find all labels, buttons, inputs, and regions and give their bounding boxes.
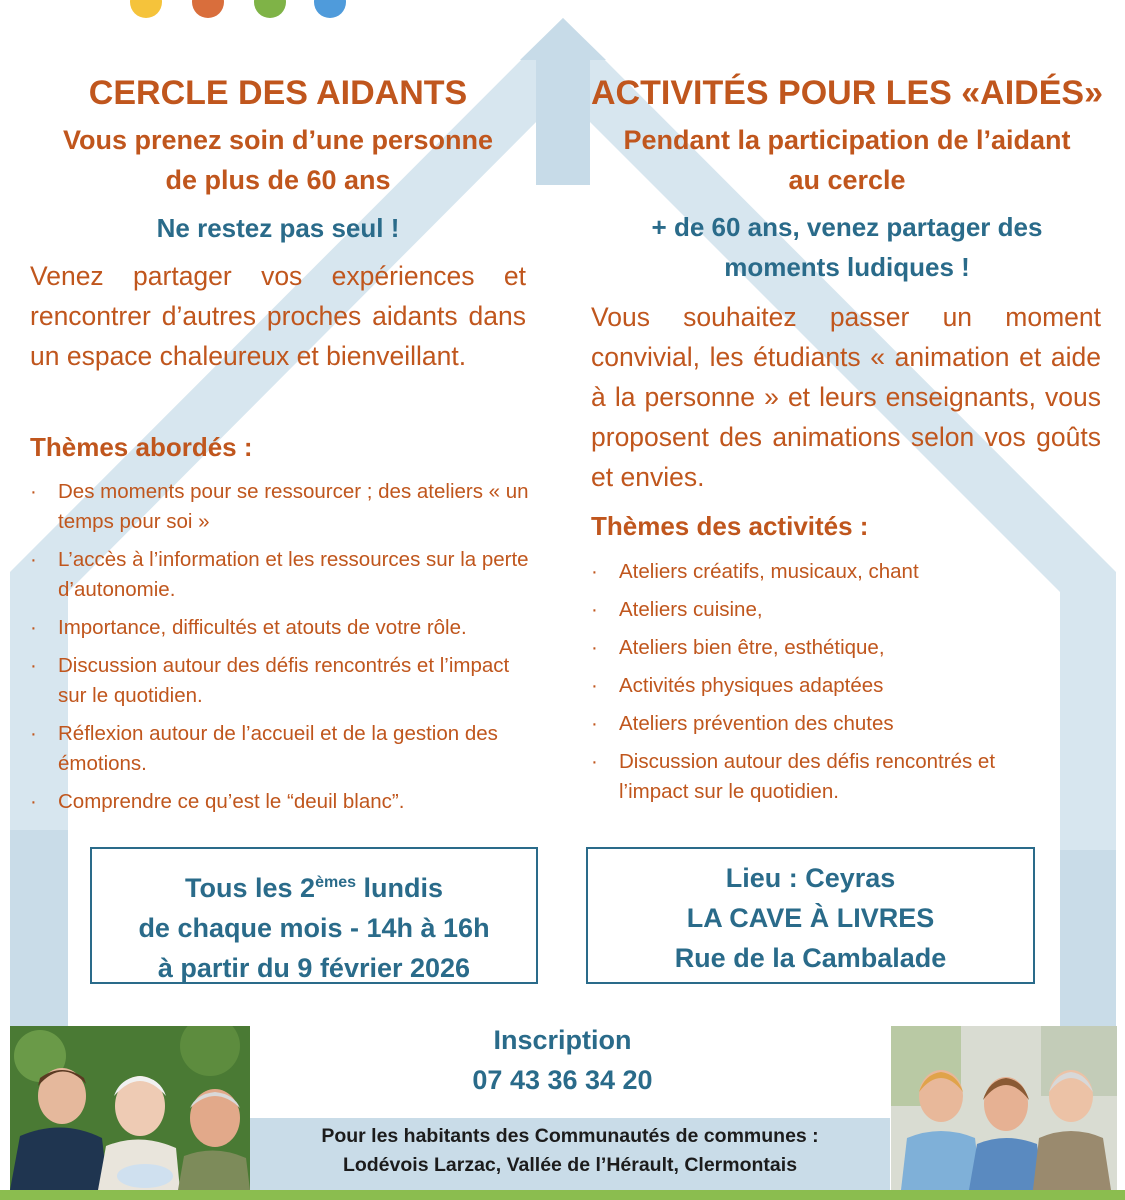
right-highlight-line1: + de 60 ans, venez partager des xyxy=(651,212,1043,242)
left-highlight: Ne restez pas seul ! xyxy=(156,213,400,243)
inscription-phone[interactable]: 07 43 36 34 20 xyxy=(472,1065,653,1095)
list-item: · Comprendre ce qu’est le “deuil blanc”. xyxy=(30,787,530,817)
list-item: · Réflexion autour de l’accueil et de la gestion des émotions. xyxy=(30,719,530,779)
footer-band xyxy=(250,1118,890,1190)
right-themes-title: Thèmes des activités : xyxy=(591,511,869,541)
schedule-line1-sup: èmes xyxy=(315,874,356,891)
inscription-block xyxy=(350,1020,775,1100)
schedule-line1-pre: Tous les 2 xyxy=(185,873,316,903)
list-item: · Ateliers créatifs, musicaux, chant xyxy=(591,557,1051,587)
list-item: · Activités physiques adaptées xyxy=(591,671,1051,701)
list-item: · Ateliers cuisine, xyxy=(591,595,1051,625)
friends-photo-illustration xyxy=(891,1026,1117,1190)
footer-line2: Lodévois Larzac, Vallée de l’Hérault, Clermontais xyxy=(342,1154,798,1176)
family-photo-illustration xyxy=(10,1026,250,1190)
right-highlight xyxy=(590,207,1104,287)
list-item: · Ateliers bien être, esthétique, xyxy=(591,633,1051,663)
schedule-box xyxy=(90,847,538,984)
list-item: · Importance, difficultés et atouts de votre rôle. xyxy=(30,613,530,643)
left-themes-list xyxy=(30,477,530,817)
right-highlight-line2: moments ludiques ! xyxy=(724,252,970,282)
list-item: · L’accès à l’information et les ressources sur la perte d’autonomie. xyxy=(30,545,530,605)
schedule-line1 xyxy=(92,863,536,908)
schedule-line3: à partir du 9 février 2026 xyxy=(157,953,471,983)
right-subtitle-line1: Pendant la participation de l’aidant xyxy=(623,125,1071,155)
schedule-line1-post: lundis xyxy=(355,873,443,903)
location-line2: LA CAVE À LIVRES xyxy=(686,903,935,933)
list-item: · Discussion autour des défis rencontrés et l’impact sur le quotidien. xyxy=(591,747,1051,807)
left-title: CERCLE DES AIDANTS xyxy=(88,74,468,112)
left-paragraph: Venez partager vos expériences et rencontrer d’autres proches aidants dans un espace chaleureux et bienveillant. xyxy=(30,261,526,371)
list-item: · Discussion autour des défis rencontrés et l’impact sur le quotidien. xyxy=(30,651,530,711)
right-subtitle-line2: au cercle xyxy=(788,165,906,195)
left-subtitle-line2: de plus de 60 ans xyxy=(165,165,391,195)
location-line3: Rue de la Cambalade xyxy=(674,943,947,973)
friends-photo xyxy=(891,1026,1117,1190)
left-subtitle-line1: Vous prenez soin d’une personne xyxy=(62,125,494,155)
right-paragraph: Vous souhaitez passer un moment convivial, les étudiants « animation et aide à la personne » et leurs enseignants, vous proposent des animations selon vos goûts et envies. xyxy=(591,302,1101,492)
list-item: · Ateliers prévention des chutes xyxy=(591,709,1051,739)
left-subtitle xyxy=(28,120,528,200)
footer-line1: Pour les habitants des Communautés de communes : xyxy=(321,1125,819,1147)
list-item: · Des moments pour se ressourcer ; des ateliers « un temps pour soi » xyxy=(30,477,530,537)
location-line1: Lieu : Ceyras xyxy=(725,863,896,893)
schedule-line2: de chaque mois - 14h à 16h xyxy=(138,913,490,943)
right-themes-list xyxy=(591,557,1051,807)
location-box xyxy=(586,847,1035,984)
right-subtitle xyxy=(590,120,1104,200)
left-themes-title: Thèmes abordés : xyxy=(30,432,253,462)
family-photo xyxy=(10,1026,250,1190)
bottom-green-strip xyxy=(0,1190,1125,1200)
inscription-label: Inscription xyxy=(493,1025,632,1055)
right-title: ACTIVITÉS POUR LES «AIDÉS» xyxy=(591,74,1103,112)
